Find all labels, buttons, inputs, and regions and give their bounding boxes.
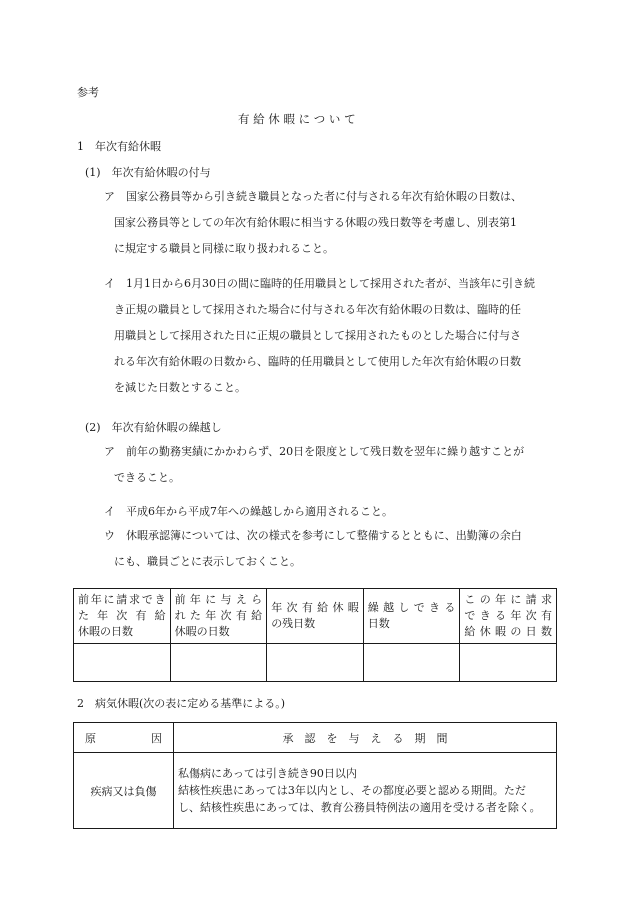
- header-text: [364, 597, 460, 635]
- table-cell-empty: [74, 644, 171, 682]
- header-line: の残日数: [271, 617, 316, 630]
- text-line: ア 前年の勤務実績にかかわらず、20日を限度として残日数を翌年に繰り越すことが: [104, 445, 525, 458]
- header-line: 休暇の日数: [174, 625, 230, 638]
- table-header-row: [74, 723, 557, 753]
- header-text: [460, 589, 556, 643]
- sub2-heading: (2) 年次有給休暇の繰越し: [85, 421, 222, 434]
- vacation-ledger-table: [73, 588, 557, 682]
- row-period-cell: [174, 753, 557, 829]
- table-row: [74, 644, 557, 682]
- text-line: き正規の職員として採用された場合に付与される年次有給休暇の日数は、臨時的任: [114, 303, 521, 316]
- header-text: 原 因: [85, 731, 162, 745]
- text-line: できること。: [114, 471, 180, 484]
- sub2-item-i: イ 平成6年から平成7年への繰越しから適用されること。: [104, 505, 393, 518]
- table-header-cell: [170, 589, 267, 644]
- sub1-heading: (1) 年次有給休暇の付与: [85, 166, 211, 179]
- sub1-item-i: [104, 271, 535, 401]
- section2-heading: 2 病気休暇(次の表に定める基準による。): [77, 697, 286, 710]
- table-cell-empty: [170, 644, 267, 682]
- sub2-item-u: [104, 523, 522, 575]
- table-header-row: [74, 589, 557, 644]
- sub1-item-a: [104, 184, 522, 262]
- table-cell-empty: [363, 644, 460, 682]
- header-line: 年次有給休暇: [271, 601, 359, 614]
- table-cell-empty: [460, 644, 557, 682]
- sick-leave-table: [73, 722, 557, 829]
- text-line: 結核性疾患にあっては3年以内とし、その都度必要と認める期間。ただ: [178, 784, 526, 797]
- header-line: 休暇の日数: [78, 625, 133, 638]
- page-title: 有 給 休 暇 に つ い て: [238, 112, 356, 126]
- text-line: 私傷病にあっては引き続き90日以内: [178, 767, 357, 780]
- period-text: [178, 765, 552, 816]
- reference-label: 参考: [77, 86, 99, 99]
- header-text: [74, 589, 170, 643]
- cause-text: 疾病又は負傷: [90, 784, 157, 798]
- header-line: この年に請求: [464, 593, 552, 606]
- header-line: 前年に請求でき: [78, 593, 166, 606]
- table-cell-empty: [267, 644, 364, 682]
- header-text: [171, 589, 267, 643]
- table-row: [74, 753, 557, 829]
- header-text: [267, 597, 363, 635]
- text-line: に規定する職員と同様に取り扱われること。: [114, 242, 334, 255]
- header-line: れた年次有給: [174, 609, 263, 622]
- col-cause-header: [74, 723, 174, 753]
- text-line: 用職員として採用された日に正規の職員として採用されたものとした場合に付与さ: [114, 329, 521, 342]
- table-header-cell: [267, 589, 364, 644]
- text-line: にも、職員ごとに表示しておくこと。: [114, 555, 301, 568]
- text-line: ア 国家公務員等から引き続き職員となった者に付与される年次有給休暇の日数は、: [104, 190, 522, 203]
- header-line: できる年次有: [464, 609, 552, 622]
- text-line: イ 1月1日から6月30日の間に臨時的任用職員として採用された者が、当該年に引き続: [104, 277, 535, 290]
- section1-heading: 1 年次有給休暇: [77, 140, 161, 153]
- text-line: れる年次有給休暇の日数から、臨時的任用職員として使用した年次有給休暇の日数: [114, 355, 521, 368]
- table-header-cell: [363, 589, 460, 644]
- text-line: ウ 休暇承認簿については、次の様式を参考にして整備するとともに、出勤簿の余白: [104, 529, 522, 542]
- header-text: 承 認 を 与 え る 期 間: [282, 731, 448, 745]
- table-header-cell: [74, 589, 171, 644]
- header-line: 繰越しできる: [367, 601, 456, 614]
- text-line: し、結核性疾患にあっては、教育公務員特例法の適用を受ける者を除く。: [178, 801, 541, 814]
- table-header-cell: [460, 589, 557, 644]
- text-line: を減じた日数とすること。: [114, 381, 246, 394]
- row-cause-cell: [74, 753, 174, 829]
- header-line: 日数: [367, 617, 390, 630]
- header-line: た年次有給: [78, 609, 166, 622]
- header-line: 給休暇の日数: [464, 625, 552, 638]
- sub2-item-a: [104, 439, 524, 491]
- header-line: 前年に与えら: [174, 593, 263, 606]
- col-period-header: [174, 723, 557, 753]
- text-line: 国家公務員等としての年次有給休暇に相当する休暇の残日数等を考慮し、別表第1: [114, 216, 517, 229]
